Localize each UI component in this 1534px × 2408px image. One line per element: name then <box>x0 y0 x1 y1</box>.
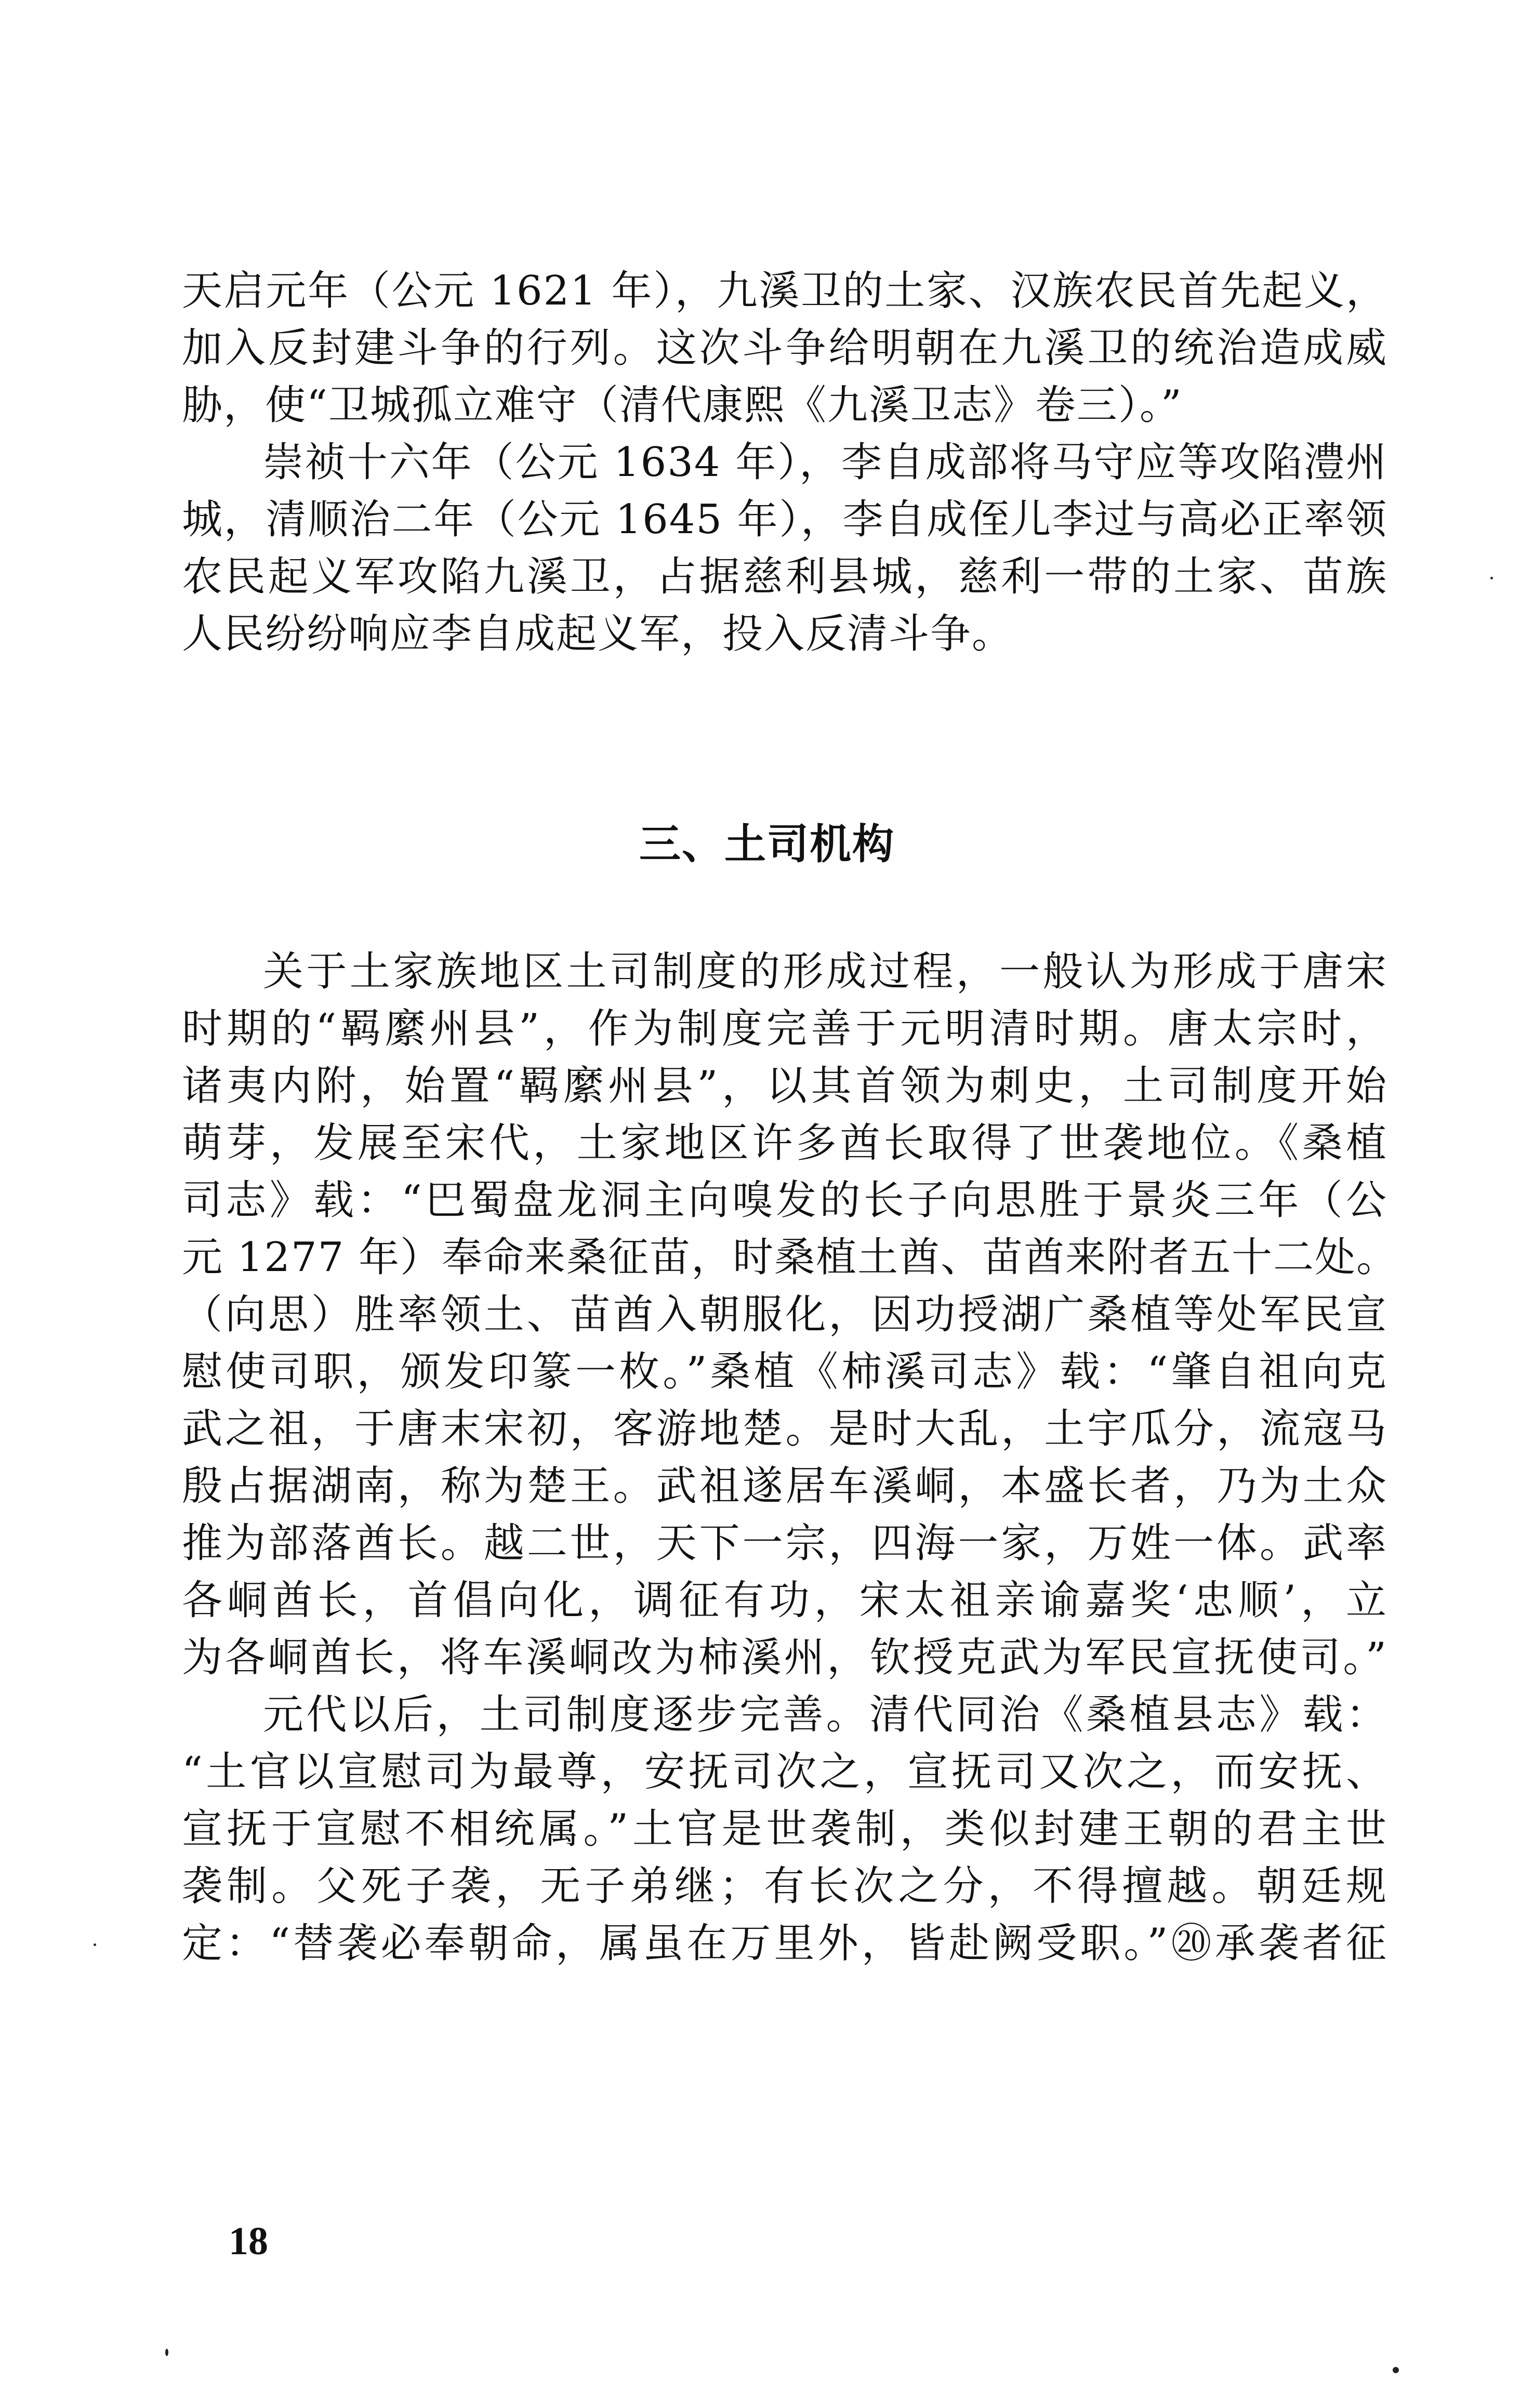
text-line: 农民起义军攻陷九溪卫，占据慈利县城，慈利一带的土家、苗族 <box>182 553 1387 600</box>
body-text-main <box>182 943 1398 1972</box>
text-line: 城，清顺治二年（公元 1645 年），李自成侄儿李过与高必正率领 <box>182 496 1387 543</box>
text-line: 元 1277 年）奉命来桑征苗，时桑植土酋、苗酋来附者五十二处。 <box>182 1234 1398 1281</box>
text-line: 胁，使“卫城孤立难守（清代康熙《九溪卫志》卷三）。” <box>182 382 1183 429</box>
body-text-top <box>182 262 1387 663</box>
text-line: 萌芽，发展至宋代，土家地区许多酋长取得了世袭地位。《桑植 <box>182 1120 1387 1167</box>
text-line: 推为部落酋长。越二世，天下一宗，四海一家，万姓一体。武率 <box>182 1520 1387 1567</box>
scan-speck <box>94 1943 96 1946</box>
text-line: 时期的“羁縻州县”，作为制度完善于元明清时期。唐太宗时， <box>182 1005 1387 1052</box>
text-line: 诸夷内附，始置“羁縻州县”，以其首领为刺史，土司制度开始 <box>182 1063 1387 1109</box>
text-line: 关于土家族地区土司制度的形成过程，一般认为形成于唐宋 <box>263 948 1387 995</box>
text-line: 司志》载：“巴蜀盘龙洞主向嗅发的长子向思胜于景炎三年（公 <box>182 1177 1387 1224</box>
text-line: 天启元年（公元 1621 年），九溪卫的土家、汉族农民首先起义， <box>182 268 1387 314</box>
text-line: 人民纷纷响应李自成起义军，投入反清斗争。 <box>182 611 1014 657</box>
text-line: “土官以宣慰司为最尊，安抚司次之，宣抚司又次之，而安抚、 <box>182 1749 1387 1795</box>
text-line: 宣抚于宣慰不相统属。”土官是世袭制，类似封建王朝的君主世 <box>182 1806 1387 1853</box>
text-line: （向思）胜率领土、苗酋入朝服化，因功授湖广桑植等处军民宣 <box>182 1291 1387 1338</box>
scan-speck <box>1490 577 1493 579</box>
text-line: 加入反封建斗争的行列。这次斗争给明朝在九溪卫的统治造成威 <box>182 325 1387 372</box>
scan-speck <box>165 2349 168 2356</box>
text-line: 武之祖，于唐末宋初，客游地楚。是时大乱，土宇瓜分，流寇马 <box>182 1406 1387 1452</box>
text-line: 各峒酋长，首倡向化，调征有功，宋太祖亲谕嘉奖‘忠顺’，立 <box>182 1577 1387 1624</box>
text-line: 元代以后，土司制度逐步完善。清代同治《桑植县志》载： <box>263 1691 1387 1738</box>
scan-speck <box>1393 2367 1399 2373</box>
text-line: 崇祯十六年（公元 1634 年），李自成部将马守应等攻陷澧州 <box>263 439 1387 486</box>
text-line: 定：“替袭必奉朝命，属虽在万里外，皆赴阙受职。”⑳承袭者征 <box>182 1920 1387 1967</box>
text-line: 慰使司职，颁发印篆一枚。”桑植《柿溪司志》载：“肇自祖向克 <box>182 1348 1387 1395</box>
text-line: 袭制。父死子袭，无子弟继；有长次之分，不得擅越。朝廷规 <box>182 1863 1387 1910</box>
page-number: 18 <box>229 2219 268 2263</box>
text-line: 殷占据湖南，称为楚王。武祖遂居车溪峒，本盛长者，乃为土众 <box>182 1463 1387 1510</box>
section-heading: 三、土司机构 <box>639 820 895 868</box>
text-line: 为各峒酋长，将车溪峒改为柿溪州，钦授克武为军民宣抚使司。” <box>182 1634 1387 1681</box>
